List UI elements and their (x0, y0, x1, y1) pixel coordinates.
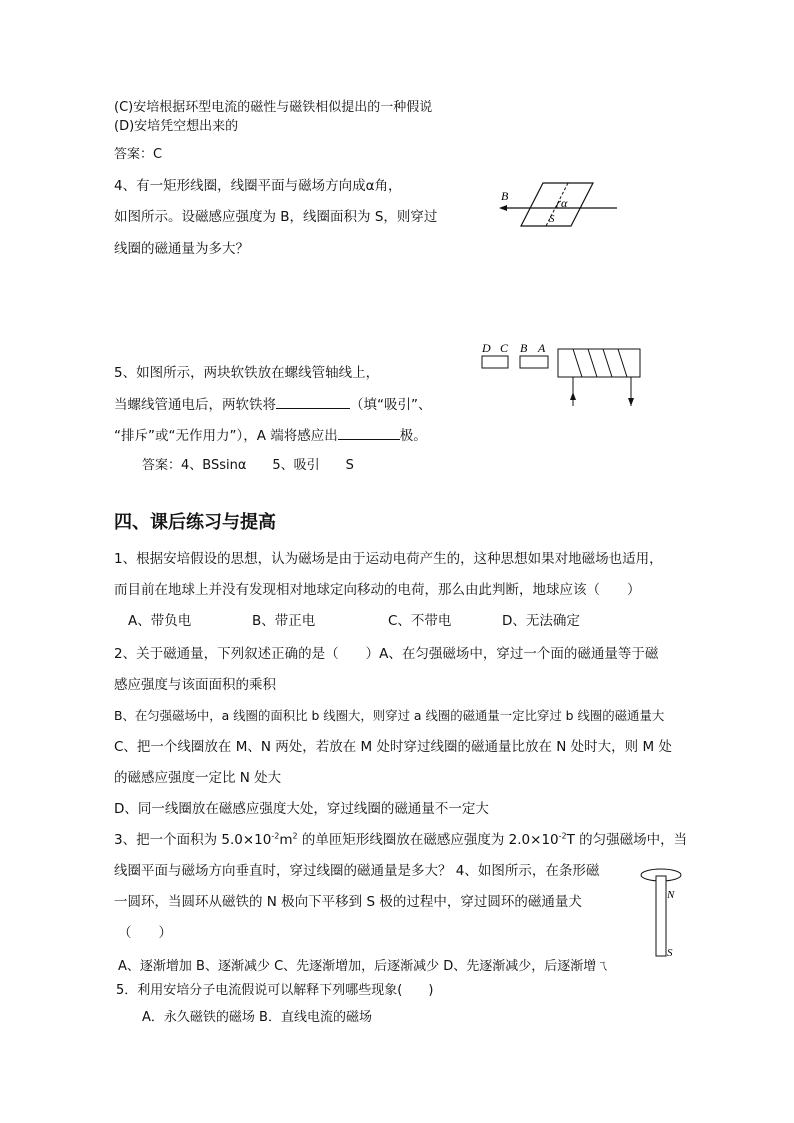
p3-exp-1: -2 (271, 831, 280, 841)
p1-option-a: A、带负电 (128, 613, 192, 629)
p2-option-b: B、在匀强磁场中，a 线圈的面积比 b 线圈大，则穿过 a 线圈的磁通量一定比穿过 b 线圈的磁通量大 (114, 708, 665, 723)
q5-line2-pre: 当螺线管通电后，两软铁将 (114, 397, 276, 413)
p1-line2: 而目前在地球上并没有发现相对地球定向移动的电荷，那么由此判断，地球应该（ ） (114, 582, 641, 598)
fig2-a-label: A (538, 341, 546, 355)
solenoid-figure (478, 340, 648, 410)
p4-options: A、逐渐增加 B、逐渐减少 C、先逐渐增加，后逐渐减少 D、先逐渐减少，后逐渐增ㄟ (118, 959, 610, 974)
q5-blank2[interactable] (338, 427, 400, 440)
q5-line1: 5、如图所示，两块软铁放在螺线管轴线上， (114, 365, 380, 381)
p3-line1 (114, 832, 687, 848)
answer-c: 答案：C (114, 147, 163, 162)
option-d-text: (D)安培凭空想出来的 (114, 119, 239, 134)
p3-text-2: m (279, 832, 293, 848)
q4-line1: 4、有一矩形线圈，线圈平面与磁场方向成α角， (114, 178, 402, 194)
fig3-n-label: N (667, 889, 675, 901)
p3-exp-2: 2 (292, 831, 298, 841)
p1-option-c: C、不带电 (388, 613, 452, 629)
fig1-alpha-label: α (561, 196, 568, 210)
q5-line3-post: 极。 (399, 428, 427, 444)
p3-text-3: 的单匝矩形线圈放在磁感应强度为 2.0×10 (297, 832, 559, 848)
q5-blank1[interactable] (276, 396, 350, 409)
p5-line2: A．永久磁铁的磁场 B．直线电流的磁场 (142, 1010, 372, 1025)
p1-options (128, 613, 580, 629)
fig1-b-label: B (501, 189, 509, 203)
q4-line2: 如图所示。设磁感应强度为 B，线圈面积为 S，则穿过 (114, 209, 438, 225)
q5-line2 (114, 396, 432, 413)
p2-line2: 感应强度与该面面积的乘积 (114, 677, 276, 693)
fig3-s-label: S (667, 947, 673, 959)
p1-line1: 1、根据安培假设的思想，认为磁场是由于运动电荷产生的，这种思想如果对地磁场也适用， (114, 551, 663, 567)
p2-option-d: D、同一线圈放在磁感应强度大处，穿过线圈的磁通量不一定大 (114, 801, 489, 817)
q5-line3 (114, 427, 427, 444)
p3-text-1: 3、把一个面积为 5.0×10 (114, 832, 272, 848)
p2-option-c: C、把一个线圈放在 M、N 两处，若放在 M 处时穿过线圈的磁通量比放在 N 处时大，则 M 处 (114, 739, 672, 755)
answer-4-5: 答案：4、BSsinα 5、吸引 S (142, 458, 354, 473)
q5-line2-post: （填“吸引”、 (350, 397, 432, 413)
p2-option-c-cont: 的磁感应强度一定比 N 处大 (114, 770, 282, 786)
bar-magnet-figure (636, 864, 686, 964)
q5-line3-pre: “排斥”或“无作用力”），A 端将感应出 (114, 428, 338, 444)
q4-line3: 线圈的磁通量为多大？ (114, 241, 249, 257)
coil-field-figure (495, 180, 620, 230)
p3-text-4: T 的匀强磁场中，当 (566, 832, 688, 848)
p4-line1: 一圆环，当圆环从磁铁的 N 极向下平移到 S 极的过程中，穿过圆环的磁通量犬 (114, 894, 582, 910)
p3-exp-3: -2 (558, 831, 567, 841)
fig2-c-label: C (500, 341, 509, 355)
p5-line1: 5．利用安培分子电流假说可以解释下列哪些现象( ) (116, 983, 434, 998)
p3-line2: 线圈平面与磁场方向垂直时，穿过线圈的磁通量是多大？ 4、如图所示，在条形磁 (114, 863, 600, 879)
p2-line1: 2、关于磁通量，下列叙述正确的是（ ）A、在匀强磁场中，穿过一个面的磁通量等于磁 (114, 646, 659, 662)
section-title: 四、课后练习与提高 (114, 512, 276, 533)
p1-option-b: B、带正电 (252, 613, 316, 629)
fig2-d-label: D (482, 341, 491, 355)
p4-line2: （ ） (118, 925, 172, 941)
p1-option-d: D、无法确定 (502, 613, 580, 629)
option-c-text: (C)安培根据环型电流的磁性与磁铁相似提出的一种假说 (114, 100, 433, 115)
fig2-b-label: B (520, 341, 528, 355)
fig1-s-label: S (549, 213, 555, 225)
